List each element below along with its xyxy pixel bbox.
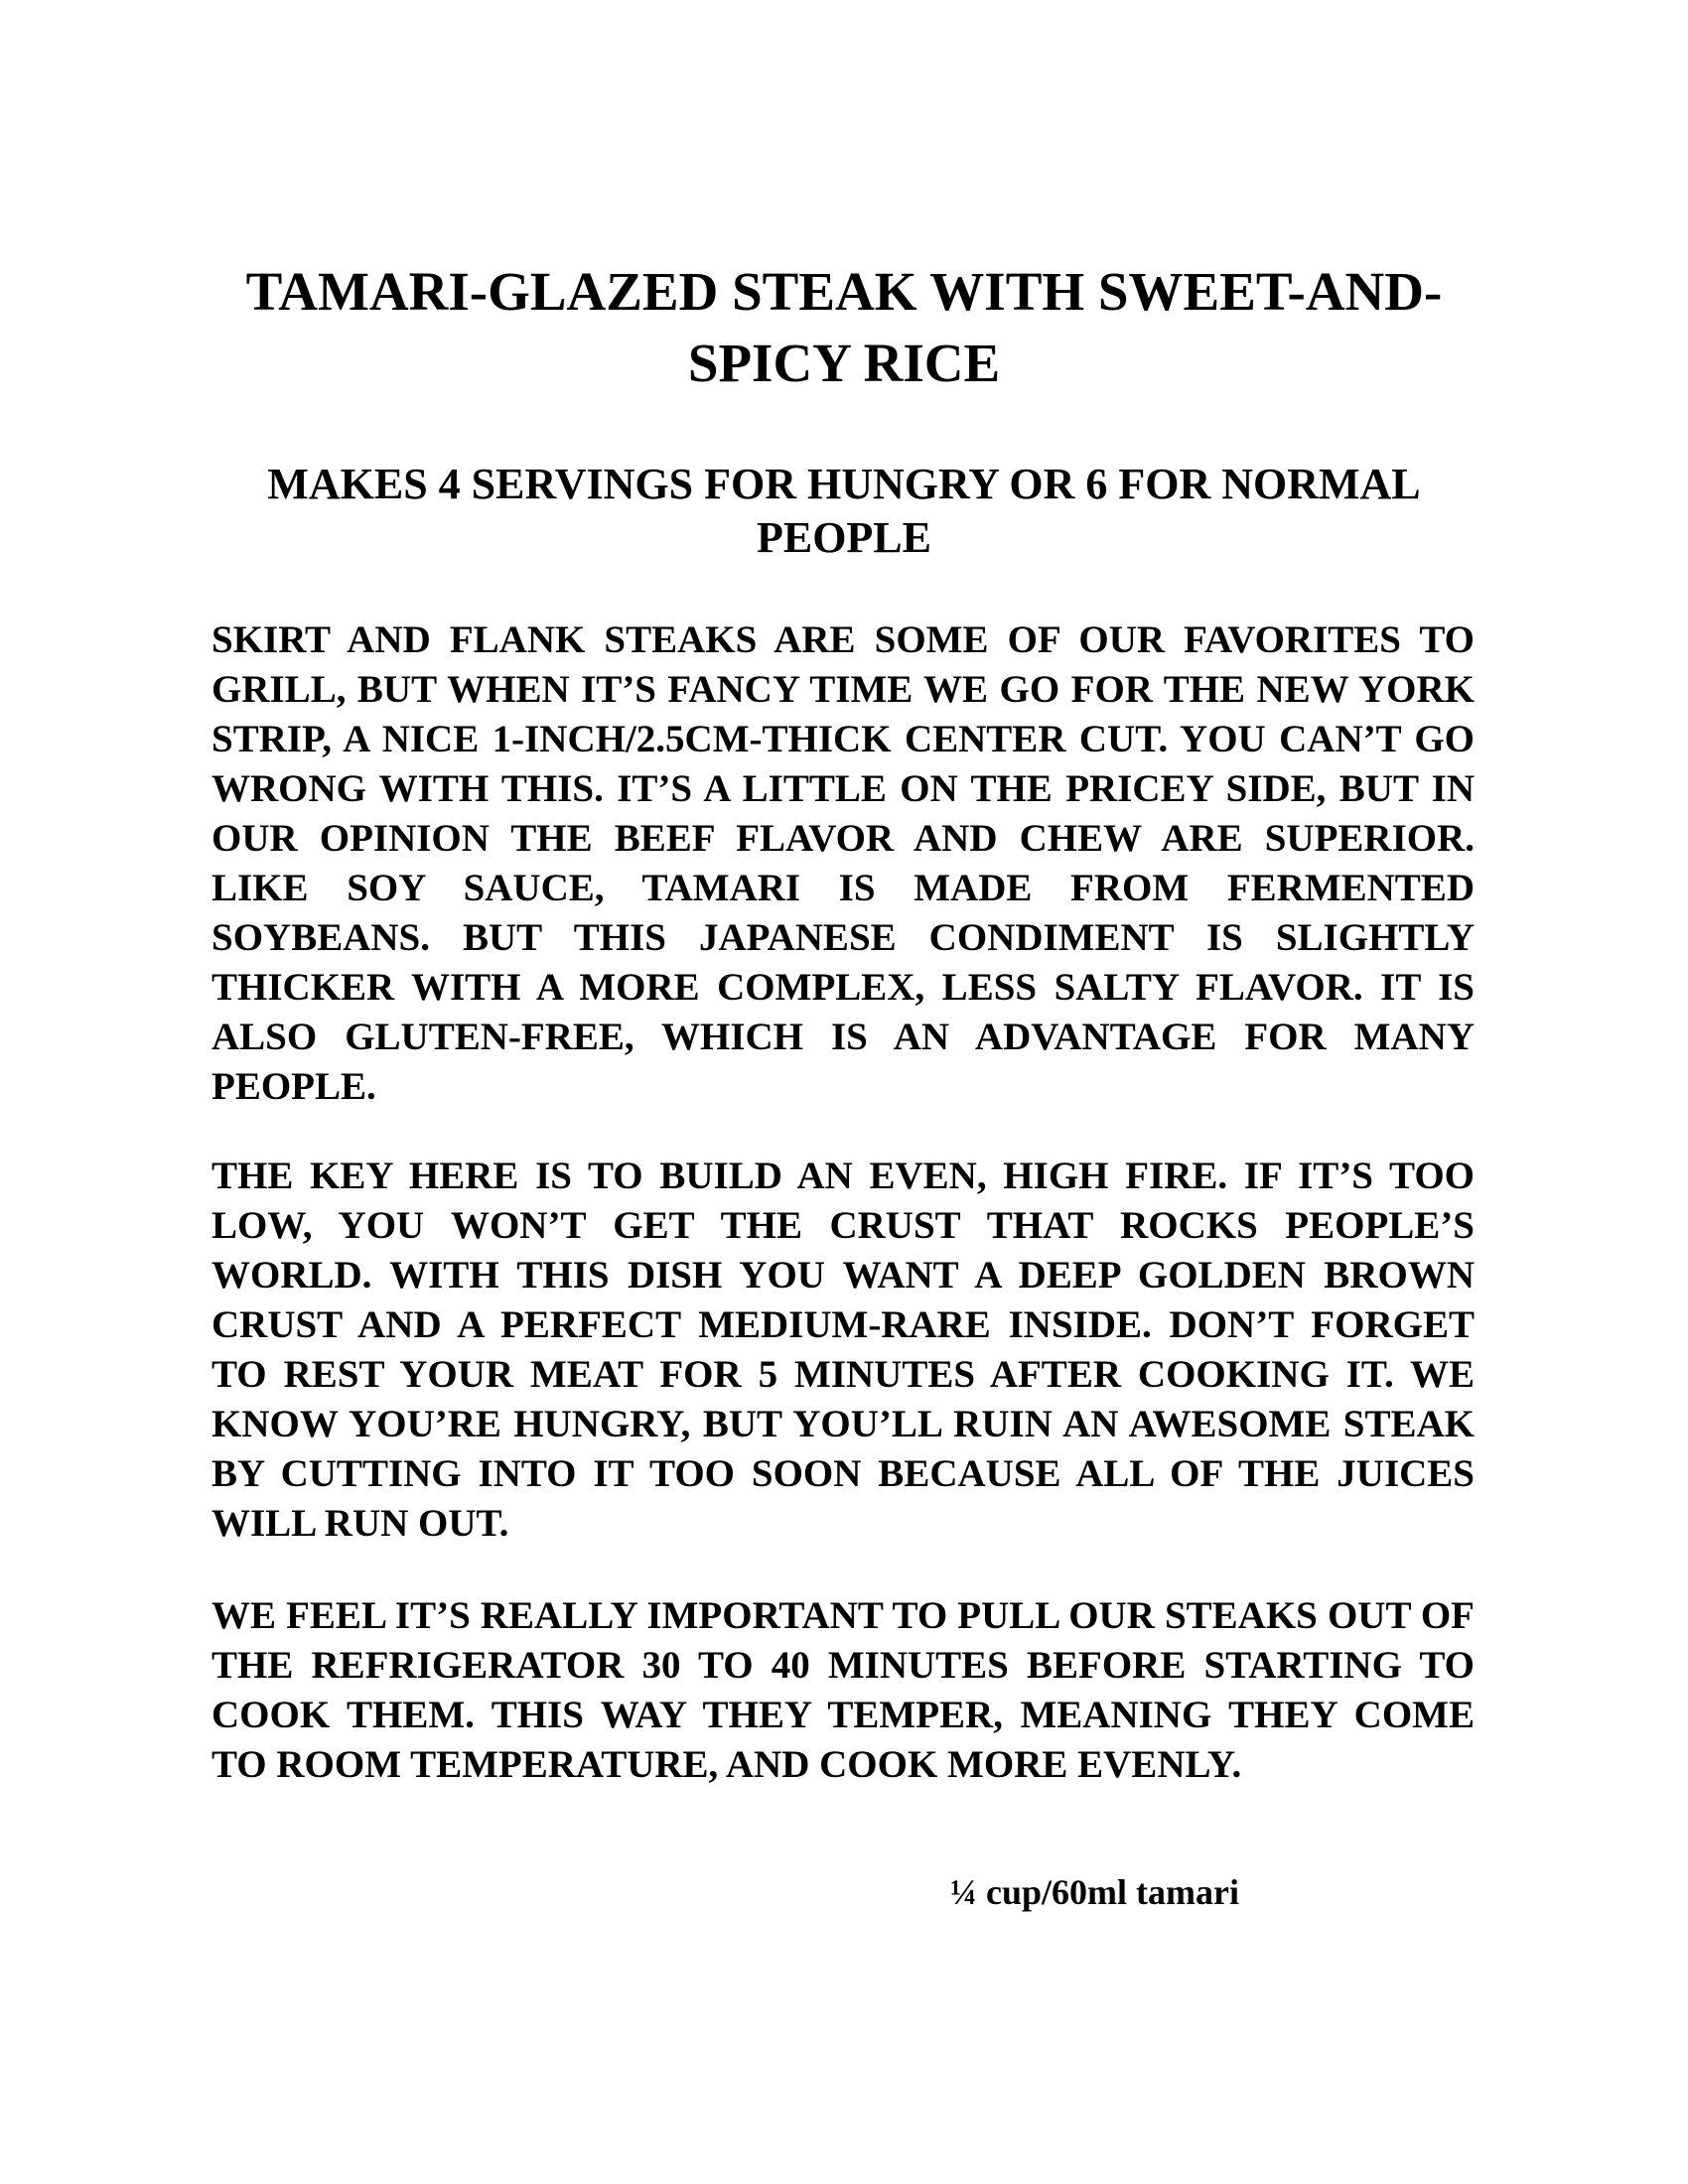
intro-paragraph-2: THE KEY HERE IS TO BUILD AN EVEN, HIGH FIRE. IF IT’S TOO LOW, YOU WON’T GET THE CRUST THAT ROCKS PEOPLE’S WORLD. WITH THIS DISH YOU WANT A DEEP GOLDEN BROWN CRUST AND A PERFECT MEDIUM-RARE INSIDE. DON’T FORGET TO REST YOUR MEAT FOR 5 MINUTES AFTER COOKING IT. WE KNOW YOU’RE HUNGRY, BUT YOU’LL RUIN AN AWESOME STEAK BY CUTTING INTO IT TOO SOON BECAUSE ALL OF THE JUICES WILL RUN OUT. bbox=[211, 1155, 1475, 1545]
servings-note: MAKES 4 SERVINGS FOR HUNGRY OR 6 FOR NORMAL PEOPLE bbox=[267, 460, 1421, 562]
ingredient-item: ¼ cup/60ml tamari bbox=[950, 1872, 1239, 1912]
intro-paragraph-3: WE FEEL IT’S REALLY IMPORTANT TO PULL OUR STEAKS OUT OF THE REFRIGERATOR 30 TO 40 MINUTES BEFORE STARTING TO COOK THEM. THIS WAY THEY TEMPER, MEANING THEY COME TO ROOM TEMPERATURE, AND COOK MORE EVENLY. bbox=[211, 1594, 1475, 1786]
recipe-title: TAMARI-GLAZED STEAK WITH SWEET-AND-SPICY RICE bbox=[245, 261, 1443, 393]
intro-paragraph-1: SKIRT AND FLANK STEAKS ARE SOME OF OUR FAVORITES TO GRILL, BUT WHEN IT’S FANCY TIME WE GO FOR THE NEW YORK STRIP, A NICE 1-INCH/2.5CM-THICK CENTER CUT. YOU CAN’T GO WRONG WITH THIS. IT’S A LITTLE ON THE PRICEY SIDE, BUT IN OUR OPINION THE BEEF FLAVOR AND CHEW ARE SUPERIOR. LIKE SOY SAUCE, TAMARI IS MADE FROM FERMENTED SOYBEANS. BUT THIS JAPANESE CONDIMENT IS SLIGHTLY THICKER WITH A MORE COMPLEX, LESS SALTY FLAVOR. IT IS ALSO GLUTEN-FREE, WHICH IS AN ADVANTAGE FOR MANY PEOPLE. bbox=[211, 618, 1475, 1108]
